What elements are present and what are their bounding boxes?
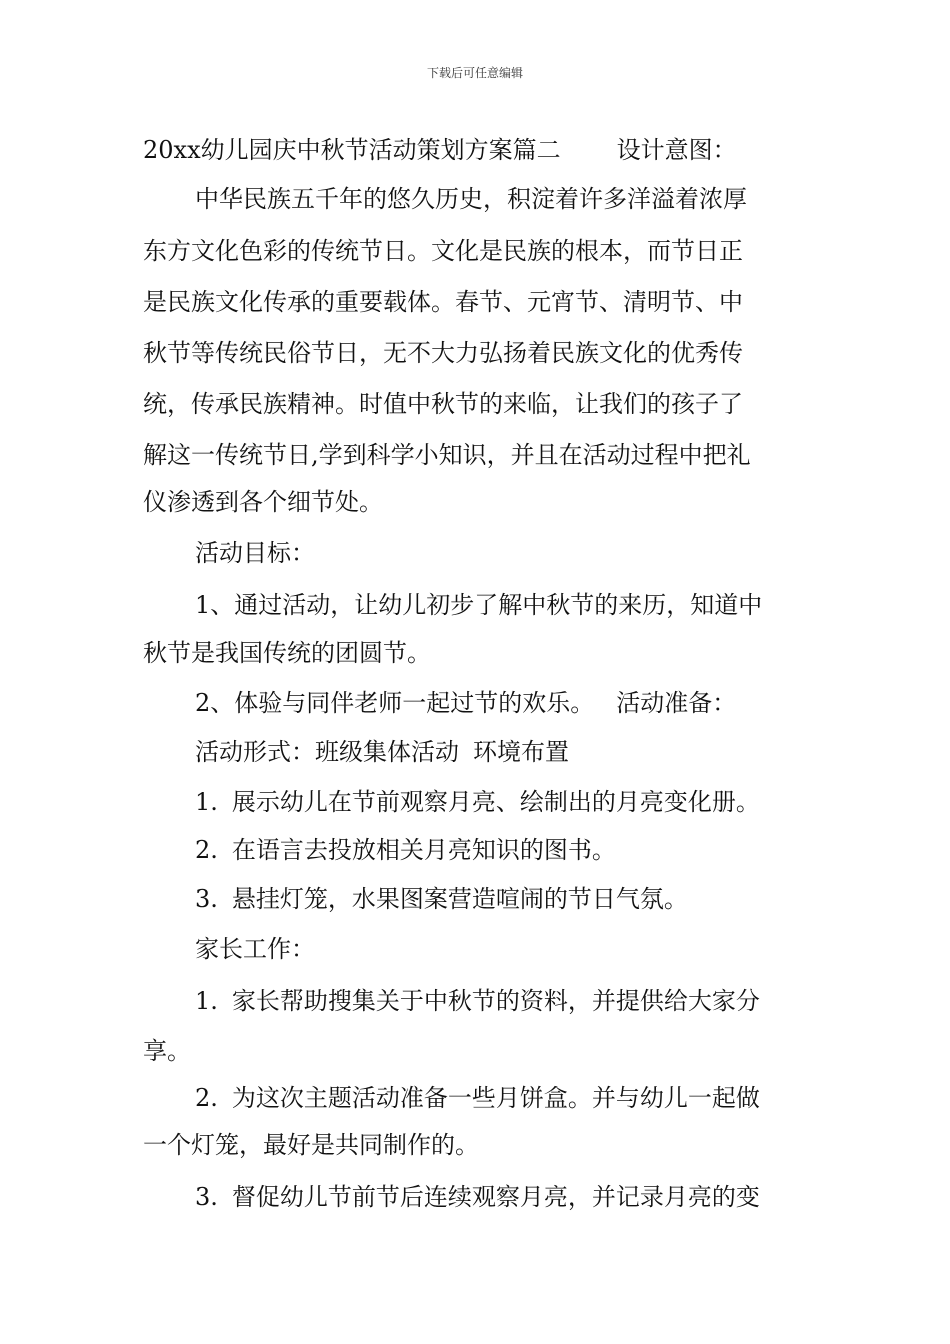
env-heading: 环境布置 <box>473 738 569 766</box>
intro-line-5: 统，传承民族精神。时值中秋节的来临，让我们的孩子了 <box>143 390 743 418</box>
parent-item-3-num: 3. <box>195 1183 218 1211</box>
parent-item-1-line-1 <box>195 984 815 1018</box>
intro-line-1: 中华民族五千年的悠久历史，积淀着许多洋溢着浓厚 <box>195 185 747 213</box>
prep-heading: 活动准备： <box>616 689 737 717</box>
goals-heading: 活动目标： <box>195 539 315 567</box>
env-item-2 <box>195 833 815 867</box>
title-line <box>143 133 823 167</box>
parent-item-1-text: 家长帮助搜集关于中秋节的资料，并提供给大家分 <box>231 987 760 1015</box>
env-item-1-text: 展示幼儿在节前观察月亮、绘制出的月亮变化册。 <box>231 788 760 816</box>
env-item-1 <box>195 785 815 819</box>
activity-form: 活动形式：班级集体活动 <box>195 738 459 766</box>
env-item-2-text: 在语言去投放相关月亮知识的图书。 <box>231 836 616 864</box>
section-heading-design: 设计意图： <box>616 136 737 164</box>
intro-line-4: 秋节等传统民俗节日，无不大力弘扬着民族文化的优秀传 <box>143 339 743 367</box>
parent-item-2-num: 2. <box>195 1084 218 1112</box>
page-header: 下载后可任意编辑 <box>426 66 523 80</box>
intro-line-3: 是民族文化传承的重要载体。春节、元宵节、清明节、中 <box>143 288 743 316</box>
parent-item-2-line-2: 一个灯笼，最好是共同制作的。 <box>143 1131 479 1159</box>
goal-2-line <box>195 686 815 720</box>
parent-item-2-text: 为这次主题活动准备一些月饼盒。并与幼儿一起做 <box>231 1084 760 1112</box>
goal-2: 2、体验与同伴老师一起过节的欢乐。 <box>195 689 595 717</box>
env-item-3-num: 3. <box>195 885 218 913</box>
goal-1-line-1: 1、通过活动，让幼儿初步了解中秋节的来历，知道中 <box>195 591 763 619</box>
parent-item-1-num: 1. <box>195 987 218 1015</box>
intro-line-7: 仪渗透到各个细节处。 <box>143 488 383 516</box>
form-line <box>195 735 815 769</box>
env-item-1-num: 1. <box>195 788 218 816</box>
parent-item-1-line-2: 享。 <box>143 1037 191 1065</box>
goal-1-line-2: 秋节是我国传统的团圆节。 <box>143 639 431 667</box>
intro-line-2: 东方文化色彩的传统节日。文化是民族的根本，而节日正 <box>143 237 743 265</box>
parent-item-3-text: 督促幼儿节前节后连续观察月亮，并记录月亮的变 <box>231 1183 760 1211</box>
env-item-3-text: 悬挂灯笼，水果图案营造喧闹的节日气氛。 <box>231 885 688 913</box>
intro-line-6: 解这一传统节日,学到科学小知识，并且在活动过程中把礼 <box>143 441 751 469</box>
parents-heading: 家长工作： <box>195 935 315 963</box>
parent-item-2-line-1 <box>195 1081 815 1115</box>
document-title: 20xx幼儿园庆中秋节活动策划方案篇二 <box>143 136 561 164</box>
env-item-3 <box>195 882 815 916</box>
parent-item-3-line-1 <box>195 1180 815 1214</box>
env-item-2-num: 2. <box>195 836 218 864</box>
